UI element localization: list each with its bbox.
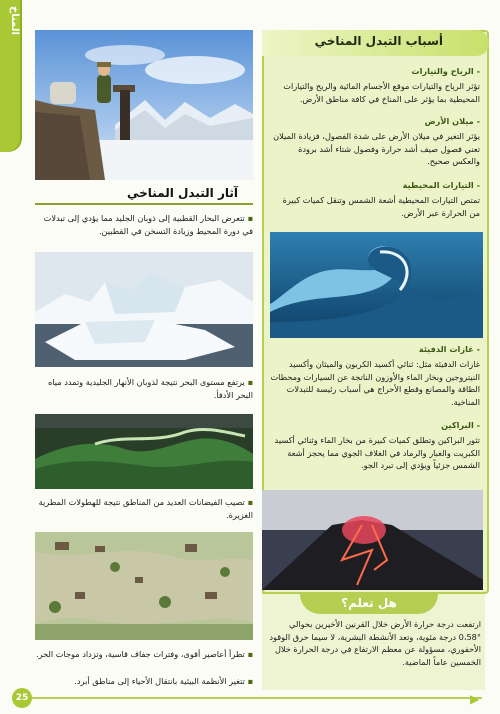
cause-heading-2: - ميلان الأرض [424,116,480,126]
cause-heading-4: - غازات الدفيئة [418,344,480,354]
ocean-wave-photo [270,232,483,338]
footer-line [30,697,482,699]
left-bullet-5: ▪ تتغير الأنظمة البيئية بانتقال الأحياء إلى مناطق أبرد. [74,676,253,686]
did-you-know-text: ارتفعت درجة حرارة الأرض خلال القرنين الأخيرين بحوالي °0،58 درجة مئوية، وتعد الأنشطة البشرية، لا سيما حرق الوقود الأحفوري، مسؤولة عن معظم الارتفاع في درجة الحرارة خلال الخمسين عاماً الماضية. [269,619,481,667]
left-bullet-1-text: تتعرض البحار القطبية إلى ذوبان الجليد مما يؤدي إلى تبدلات في دورة المحيط وزيادة التسخن في القطبين. [43,213,253,236]
chapter-tab-label: المناخ [9,6,20,35]
cause-heading-5: - البراكين [441,420,480,430]
cause-text-3: تمتص التيارات المحيطية أشعة الشمس وتنقل كميات كبيرة من الحرارة عبر الأرض. [282,195,480,218]
cause-text-2: يؤثر التغير في ميلان الأرض على شدة الفصول، فزيادة الميلان تعني فصول صيف أشد حرارة وفصول شتاء أشد برودة والعكس صحيح. [273,131,480,166]
volcano-photo [262,490,483,590]
left-bullet-1: ▪ تتعرض البحار القطبية إلى ذوبان الجليد مما يؤدي إلى تبدلات في دورة المحيط وزيادة التسخن في القطبين. [43,213,253,236]
left-bullet-3-text: تصيب الفيضانات العديد من المناطق نتيجة للهطولات المطرية الغزيرة. [38,497,253,520]
sea-wave-photo [35,414,253,489]
causes-panel-title: أسباب التبدل المناخي [314,34,443,48]
cause-heading-3: - التيارات المحيطية [402,180,480,190]
iceberg-photo [35,252,253,367]
left-bullet-4: ▪ تطرأ أعاصير أقوى، وفترات جفاف قاسية، وتزداد موجات الحر. [36,649,253,659]
left-bullet-5-text: تتغير الأنظمة البيئية بانتقال الأحياء إلى مناطق أبرد. [74,676,245,686]
causes-panel-header [262,30,489,56]
did-you-know-title: هل تعلم؟ [300,592,438,614]
left-bullet-2-text: يرتفع مستوى البحر نتيجة لذوبان الأنهار الجليدية وتمدد مياه البحر الأدفأ. [47,377,253,400]
flood-aerial-photo [35,532,253,640]
cause-text-1: تؤثر الرياح والتيارات موقع الأجسام المائية والريح والتيارات المحيطية بما يؤثر على المناخ في كافة مناطق الأرض. [283,81,480,104]
cause-text-5: تثور البراكين وتطلق كميات كبيرة من بخار الماء وثنائي أكسيد الكبريت والغبار والرماد في الغلاف الجوي مما يحجز أشعة الشمس جزئياً ويؤدي إلى تبرد الجو. [274,435,480,470]
chapter-tab[interactable] [0,0,22,152]
hiker-mountain-photo [35,30,253,180]
cause-heading-1: - الرياح والتيارات [411,66,480,76]
left-bullet-3: ▪ تصيب الفيضانات العديد من المناطق نتيجة للهطولات المطرية الغزيرة. [38,497,253,520]
left-bullet-4-text: تطرأ أعاصير أقوى، وفترات جفاف قاسية، وتزداد موجات الحر. [36,649,245,659]
cause-text-4: غازات الدفيئة مثل: ثنائي أكسيد الكربون والميثان وأكسيد النيتروجين وبخار الماء والأوزون الناتجة عن السيارات ومحطات الطاقة والمصانع وقطع الأحراج هي أسباب رئيسة للتبدلات المناخية. [270,359,480,407]
page-number: 25 [12,688,32,708]
left-bullet-2: ▪ يرتفع مستوى البحر نتيجة لذوبان الأنهار الجليدية وتمدد مياه البحر الأدفأ. [47,377,253,400]
title-divider [35,203,253,205]
arrow-right-icon: ▶ [470,692,480,706]
left-section-title: آثار التبدل المناخي [126,186,238,200]
